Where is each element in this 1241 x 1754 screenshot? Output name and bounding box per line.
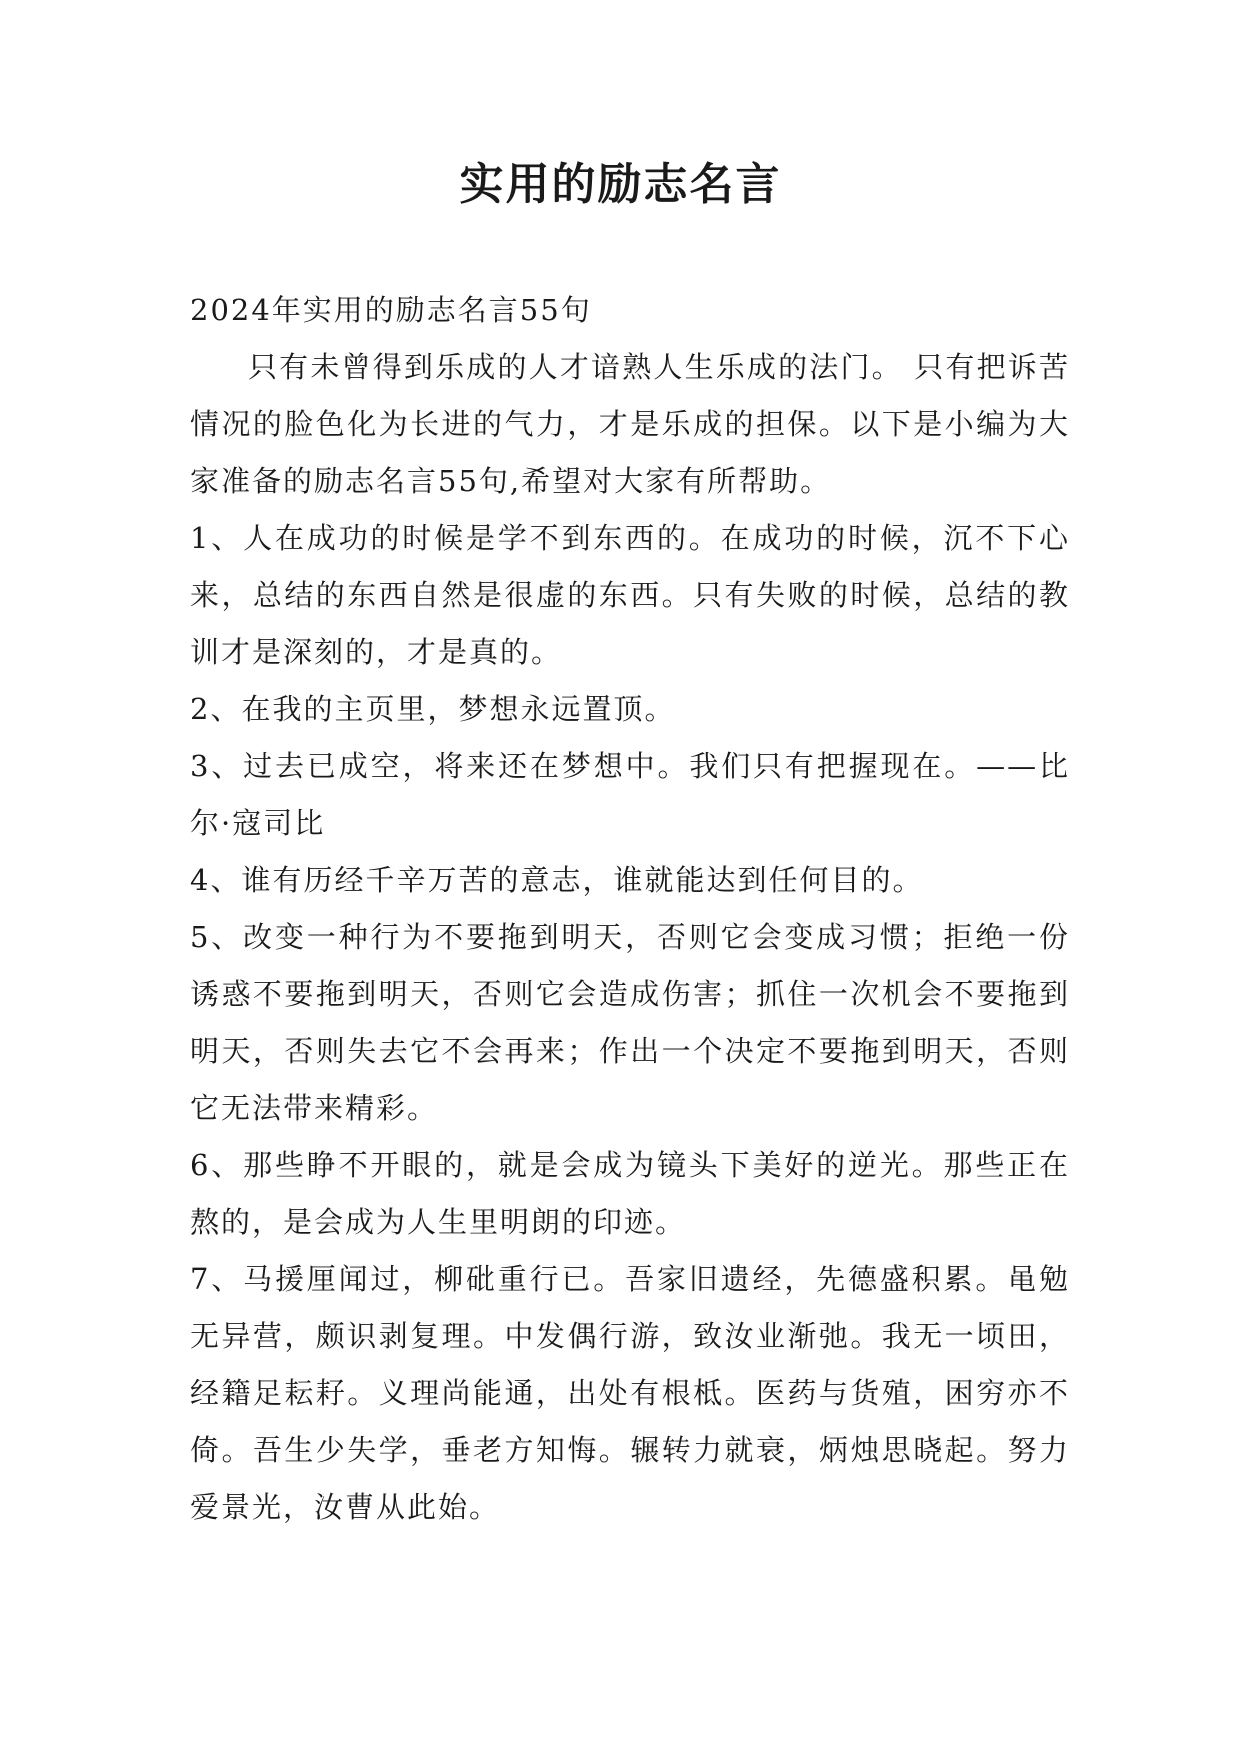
document-subtitle: 2024年实用的励志名言55句 xyxy=(190,293,592,327)
intro-paragraph: 只有未曾得到乐成的人才谙熟人生乐成的法门。 只有把诉苦情况的脸色化为长进的气力，才是乐成的担保。以下是小编为大家准备的励志名言55句,希望对大家有所帮助。 xyxy=(190,350,1070,498)
quote-item: 4、谁有历经千辛万苦的意志，谁就能达到任何目的。 xyxy=(190,863,924,897)
quote-item: 3、过去已成空，将来还在梦想中。我们只有把握现在。——比尔·寇司比 xyxy=(190,749,1070,840)
quote-item: 6、那些睁不开眼的，就是会成为镜头下美好的逆光。那些正在熬的，是会成为人生里明朗的印迹。 xyxy=(190,1148,1070,1239)
quote-item: 2、在我的主页里，梦想永远置顶。 xyxy=(190,692,676,726)
quote-item: 5、改变一种行为不要拖到明天，否则它会变成习惯；拒绝一份诱惑不要拖到明天，否则它会造成伤害；抓住一次机会不要拖到明天，否则失去它不会再来；作出一个决定不要拖到明天，否则它无法带来精彩。 xyxy=(190,920,1070,1125)
document-body xyxy=(190,282,1070,1536)
document-title: 实用的励志名言 xyxy=(459,159,782,210)
quote-item: 7、马援厘闻过，柳砒重行已。吾家旧遗经，先德盛积累。黾勉无异营，颇识剥复理。中发偶行游，致汝业渐弛。我无一顷田，经籍足耘耔。义理尚能通，出处有根柢。医药与货殖，困穷亦不倚。吾生少失学，垂老方知悔。辗转力就衰，炳烛思晓起。努力爱景光，汝曹从此始。 xyxy=(190,1262,1070,1524)
quote-item: 1、人在成功的时候是学不到东西的。在成功的时候，沉不下心来，总结的东西自然是很虚的东西。只有失败的时候，总结的教训才是深刻的，才是真的。 xyxy=(190,521,1070,669)
